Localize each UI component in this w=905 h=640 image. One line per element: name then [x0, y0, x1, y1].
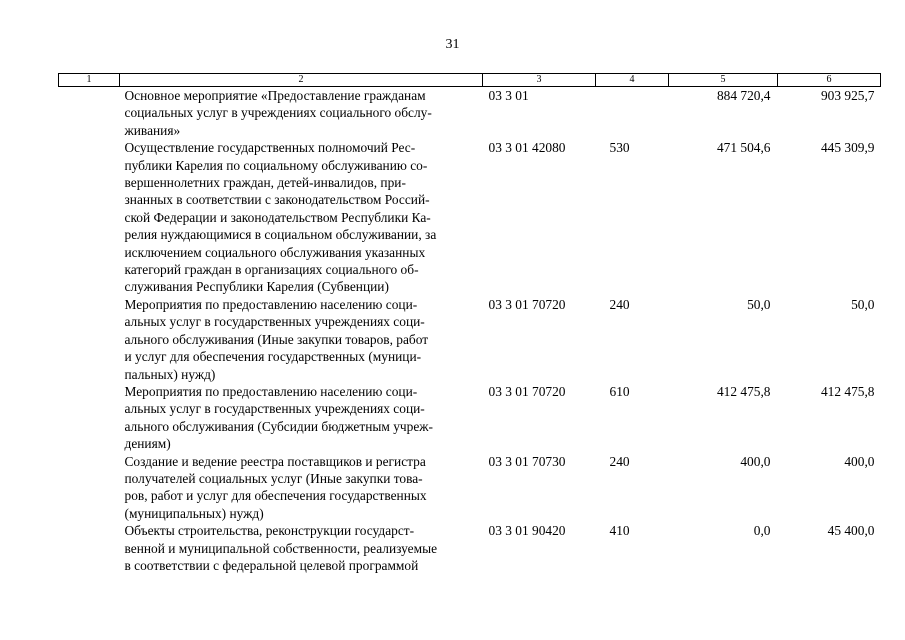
amount-col5: 0,0	[753, 523, 771, 539]
header-row	[59, 74, 881, 87]
expense-type: 410	[609, 523, 630, 539]
empty-cell	[59, 296, 120, 383]
row-description	[120, 87, 483, 140]
amount-col5: 400,0	[740, 453, 771, 469]
table-row	[59, 453, 881, 523]
amount-col5: 884 720,4	[716, 88, 771, 103]
description-line: Объекты строительства, реконструкции государст-	[124, 523, 415, 539]
amount-col6: 50,0	[851, 296, 875, 312]
table-row	[59, 296, 881, 383]
empty-cell	[59, 522, 120, 574]
description-line: альных услуг в государственных учреждениях соци-	[124, 314, 425, 330]
budget-table	[58, 73, 881, 574]
empty-cell	[59, 383, 120, 453]
description-line: дениям)	[124, 436, 171, 452]
amount-col6: 45 400,0	[827, 523, 875, 539]
table-body	[59, 87, 881, 575]
expense-type	[596, 87, 669, 140]
classification-code: 03 3 01 70720	[488, 296, 566, 312]
description-line: категорий граждан в организациях социального об-	[124, 262, 419, 278]
description-line: ров, работ и услуг для обеспечения государственных	[124, 488, 427, 504]
description-line: публики Карелия по социальному обслуживанию со-	[124, 157, 428, 173]
header-cell-1: 1	[59, 74, 120, 87]
empty-cell	[59, 453, 120, 523]
empty-cell	[59, 139, 120, 296]
description-line: в соответствии с федеральной целевой программой	[124, 557, 419, 573]
table-row	[59, 383, 881, 453]
description-line: получателей социальных услуг (Иные закупки това-	[124, 470, 423, 486]
description-line: венной и муниципальной собственности, реализуемые	[124, 540, 438, 556]
classification-code: 03 3 01 42080	[488, 140, 566, 156]
classification-code: 03 3 01 70730	[488, 453, 566, 469]
description-line: Основное мероприятие «Предоставление гражданам	[124, 88, 426, 103]
amount-col5: 50,0	[747, 296, 771, 312]
description-line: Мероприятия по предоставлению населению соци-	[124, 296, 418, 312]
row-description	[120, 522, 483, 574]
description-line: и услуг для обеспечения государственных (муници-	[124, 349, 422, 365]
amount-col5: 412 475,8	[716, 383, 771, 399]
header-cell-5: 5	[669, 74, 778, 87]
row-description	[120, 453, 483, 523]
description-line: ального обслуживания (Субсидии бюджетным учреж-	[124, 418, 433, 434]
row-description	[120, 139, 483, 296]
description-line: знанных в соответствии с законодательством Россий-	[124, 192, 430, 208]
description-line: исключением социального обслуживания указанных	[124, 244, 426, 260]
empty-cell	[59, 87, 120, 140]
description-line: социальных услуг в учреждениях социального обслу-	[124, 105, 432, 121]
expense-type: 240	[609, 453, 630, 469]
table-row	[59, 522, 881, 574]
description-line: ального обслуживания (Иные закупки товаров, работ	[124, 331, 429, 347]
classification-code: 03 3 01 90420	[488, 523, 566, 539]
header-cell-2: 2	[120, 74, 483, 87]
classification-code: 03 3 01 70720	[488, 383, 566, 399]
table-row	[59, 139, 881, 296]
classification-code: 03 3 01	[488, 88, 529, 103]
row-description	[120, 383, 483, 453]
amount-col6: 412 475,8	[820, 383, 875, 399]
amount-col6: 903 925,7	[820, 88, 875, 103]
description-line: релия нуждающимися в социальном обслуживании, за	[124, 227, 437, 243]
header-cell-6: 6	[778, 74, 881, 87]
description-line: пальных) нужд)	[124, 366, 216, 382]
expense-type: 610	[609, 383, 630, 399]
description-line: живания»	[124, 122, 181, 138]
table-row	[59, 87, 881, 140]
description-line: (муниципальных) нужд)	[124, 505, 264, 521]
page-number: 31	[445, 37, 460, 52]
description-line: служивания Республики Карелия (Субвенции)	[124, 279, 389, 295]
header-cell-3: 3	[483, 74, 596, 87]
amount-col5: 471 504,6	[716, 140, 771, 156]
expense-type: 530	[609, 140, 630, 156]
description-line: Осуществление государственных полномочий Рес-	[124, 140, 416, 156]
table-header	[59, 74, 881, 87]
header-cell-4: 4	[596, 74, 669, 87]
description-line: вершеннолетних граждан, детей-инвалидов, при-	[124, 175, 406, 191]
description-line: Мероприятия по предоставлению населению соци-	[124, 383, 418, 399]
description-line: ской Федерации и законодательством Республики Ка-	[124, 209, 431, 225]
amount-col6: 400,0	[844, 453, 875, 469]
description-line: альных услуг в государственных учреждениях соци-	[124, 401, 425, 417]
amount-col6: 445 309,9	[820, 140, 875, 156]
expense-type: 240	[609, 296, 630, 312]
row-description	[120, 296, 483, 383]
description-line: Создание и ведение реестра поставщиков и регистра	[124, 453, 426, 469]
